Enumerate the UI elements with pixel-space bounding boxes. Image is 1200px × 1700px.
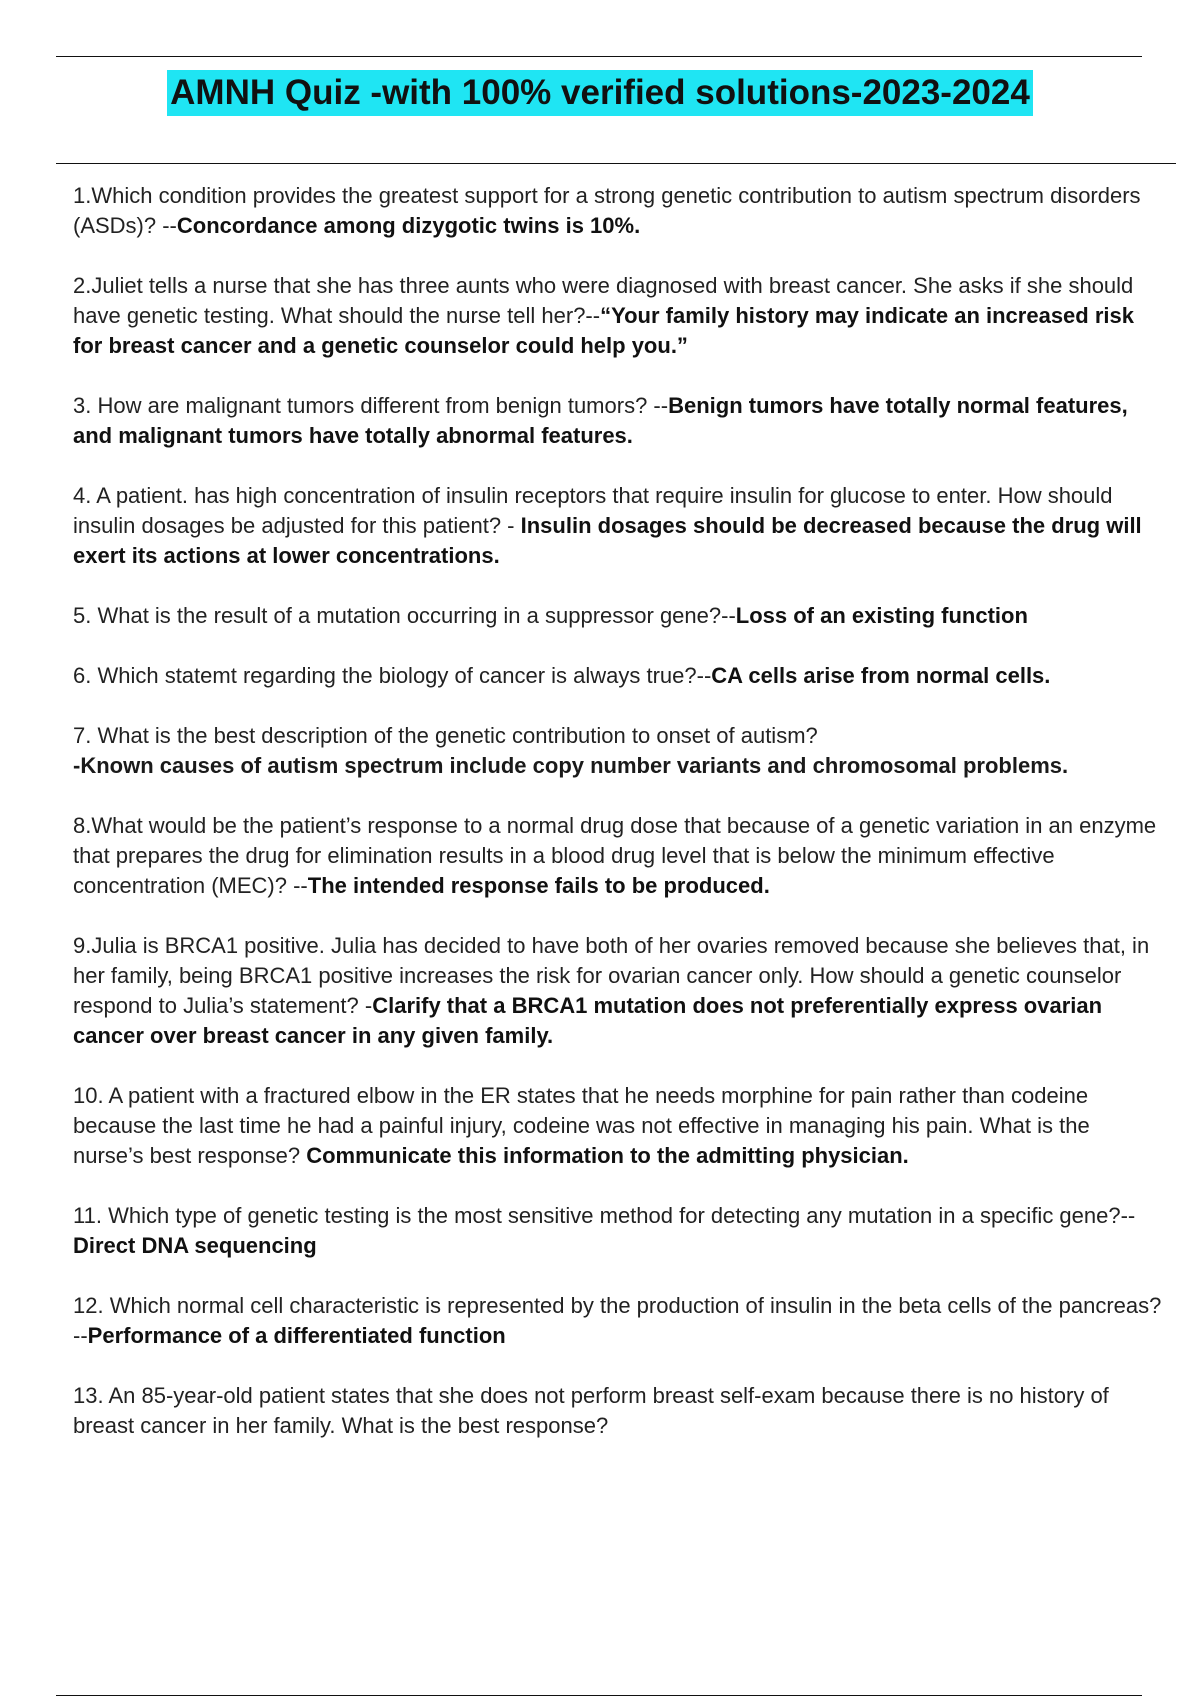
question-answer: “Your family history may indicate an increased risk for breast cancer and a genetic counselor could help you.”	[73, 303, 1134, 358]
question-stem: 10. A patient with a fractured elbow in the ER states that he needs morphine for pain rather than codeine because the last time he had a painful injury, codeine was not effective in managing his pain. What is the nurse’s best response?	[73, 1083, 1090, 1168]
question-item-2	[73, 271, 1163, 361]
question-item-8	[73, 811, 1163, 901]
title-container	[0, 70, 1200, 116]
question-answer: Performance of a differentiated function	[87, 1323, 506, 1348]
title-divider	[56, 163, 1176, 164]
bottom-divider	[56, 1695, 1142, 1696]
question-stem: 4. A patient. has high concentration of insulin receptors that require insulin for glucose to enter. How should insulin dosages be adjusted for this patient? -	[73, 483, 1113, 538]
question-answer: Concordance among dizygotic twins is 10%.	[176, 213, 641, 238]
question-stem: 9.Julia is BRCA1 positive. Julia has decided to have both of her ovaries removed because she believes that, in her family, being BRCA1 positive increases the risk for ovarian cancer only. How should a genetic counselor respond to Julia’s statement? -	[73, 933, 1150, 1018]
question-answer: CA cells arise from normal cells.	[711, 663, 1051, 688]
question-item-4	[73, 481, 1163, 571]
question-answer: Loss of an existing function	[735, 603, 1028, 628]
question-item-10	[73, 1081, 1163, 1171]
question-stem: 8.What would be the patient’s response to a normal drug dose that because of a genetic variation in an enzyme that prepares the drug for elimination results in a blood drug level that is below the minimum effective concentration (MEC)? --	[73, 813, 1157, 898]
question-stem: 6. Which statemt regarding the biology of cancer is always true?--	[73, 663, 712, 688]
question-stem: 13. An 85-year-old patient states that she does not perform breast self-exam because there is no history of breast cancer in her family. What is the best response?	[73, 1383, 1109, 1438]
question-stem: 1.Which condition provides the greatest support for a strong genetic contribution to autism spectrum disorders (ASDs)? --	[73, 183, 1141, 238]
question-item-11	[73, 1201, 1163, 1261]
question-answer: Insulin dosages should be decreased because the drug will exert its actions at lower concentrations.	[73, 513, 1142, 568]
question-item-9	[73, 931, 1163, 1051]
question-item-3	[73, 391, 1163, 451]
question-stem: 3. How are malignant tumors different from benign tumors? --	[73, 393, 669, 418]
document-title: AMNH Quiz -with 100% verified solutions-2023-2024	[167, 70, 1033, 116]
question-answer: -Known causes of autism spectrum include copy number variants and chromosomal problems.	[73, 753, 1069, 778]
question-item-5	[73, 601, 1163, 631]
question-answer: Benign tumors have totally normal features, and malignant tumors have totally abnormal features.	[73, 393, 1128, 448]
question-item-6	[73, 661, 1163, 691]
question-list	[73, 181, 1163, 1471]
question-item-1	[73, 181, 1163, 241]
question-item-12	[73, 1291, 1163, 1351]
question-stem: 12. Which normal cell characteristic is represented by the production of insulin in the beta cells of the pancreas? --	[73, 1293, 1162, 1348]
question-item-7	[73, 721, 1163, 781]
top-divider	[56, 56, 1142, 57]
question-item-13	[73, 1381, 1163, 1441]
question-answer: The intended response fails to be produced.	[307, 873, 770, 898]
question-answer: Clarify that a BRCA1 mutation does not preferentially express ovarian cancer over breast cancer in any given family.	[73, 993, 1103, 1048]
question-answer: Direct DNA sequencing	[73, 1233, 317, 1258]
question-stem: 5. What is the result of a mutation occurring in a suppressor gene?--	[73, 603, 736, 628]
question-stem: 2.Juliet tells a nurse that she has three aunts who were diagnosed with breast cancer. She asks if she should have genetic testing. What should the nurse tell her?--	[73, 273, 1134, 328]
question-stem: 7. What is the best description of the genetic contribution to onset of autism?	[73, 723, 818, 748]
question-stem: 11. Which type of genetic testing is the most sensitive method for detecting any mutation in a specific gene?--	[73, 1203, 1136, 1228]
question-answer: Communicate this information to the admitting physician.	[306, 1143, 909, 1168]
